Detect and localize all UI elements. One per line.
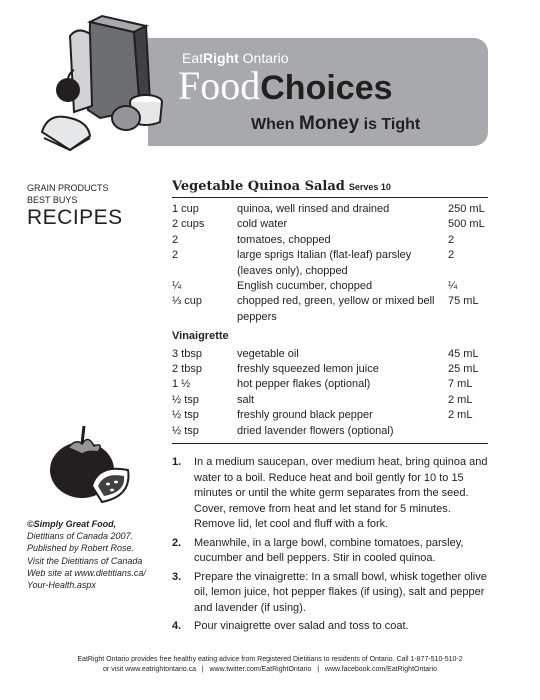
ingredient-row: ½ tsp dried lavender flowers (optional): [172, 424, 394, 437]
ingredients-divider: [172, 443, 488, 444]
tomato-illustration-icon: [40, 420, 140, 510]
method-steps: [172, 455, 488, 638]
ingredient-row: 2 cups cold water 500 mL: [172, 218, 485, 231]
ingredient-row: 1 ½ hot pepper flakes (optional) 7 mL: [172, 378, 473, 391]
groceries-illustration-icon: [30, 14, 180, 154]
recipe-title: Vegetable Quinoa Salad Serves 10: [172, 179, 391, 194]
step-item: 4. Pour vinaigrette over salad and toss to coat.: [172, 620, 409, 632]
footer-line-2: or visit www.eatrightontario.ca | www.twitter.com/EatRightOntario | www.facebook.com/EatRightOntario: [103, 666, 437, 673]
ingredient-row: 2 tomatoes, chopped 2: [172, 233, 455, 246]
vinaigrette-heading: Vinaigrette: [172, 330, 229, 343]
step-item: 2. Meanwhile, in a large bowl, combine tomatoes, parsley, cucumber and bell peppers. Stir in cooled quinoa.: [172, 536, 464, 564]
ingredient-row: ¼ English cucumber, chopped ¼: [172, 280, 458, 293]
ingredient-row: 1 cup quinoa, well rinsed and drained 250 mL: [172, 203, 485, 215]
brand-name: EatRight Ontario: [182, 50, 289, 66]
ingredient-row: 2 large sprigs Italian (flat-leaf) parsley (leaves only), chopped 2: [172, 249, 455, 277]
step-item: 3. Prepare the vinaigrette: In a small bowl, whisk together olive oil, lemon juice, hot pepper flakes (if using), salt and pepper and lavender (if using).: [172, 570, 487, 614]
ingredient-row: ½ tsp freshly ground black pepper 2 mL: [172, 409, 473, 422]
page-title: FoodChoices: [178, 63, 393, 108]
footer-line-1: EatRight Ontario provides free healthy eating advice from Registered Dietitians to residents of Ontario. Call 1-877-510-510-2: [77, 656, 463, 663]
footer: [0, 655, 540, 675]
section-heading: RECIPES: [27, 206, 123, 229]
ingredient-row: ½ tsp salt 2 mL: [172, 393, 473, 406]
ingredient-row: 2 tbsp freshly squeezed lemon juice 25 mL: [172, 363, 479, 376]
step-item: 1. In a medium saucepan, over medium heat, bring quinoa and water to a boil. Reduce heat and boil gently for 10 to 15 minutes or until the white germ separates from the seed. Cover, remove from heat and let stand for 5 minutes. Remove lid, let cool and fluff with a fork.: [172, 456, 488, 530]
title-divider: [172, 197, 488, 198]
source-credit: ©Simply Great Food, Dietitians of Canada 2007. Published by Robert Rose. Visit the Dietitians of Canada Web site at www.dietitians.ca/ Your-Health.aspx: [27, 519, 146, 591]
ingredient-row: 3 tbsp vegetable oil 45 mL: [172, 347, 479, 360]
tagline: When Money is Tight: [251, 113, 421, 134]
category-label: GRAIN PRODUCTS BEST BUYS: [27, 183, 109, 205]
ingredient-list: [172, 202, 488, 439]
ingredient-row: ⅓ cup chopped red, green, yellow or mixed bell peppers 75 mL: [172, 295, 479, 323]
